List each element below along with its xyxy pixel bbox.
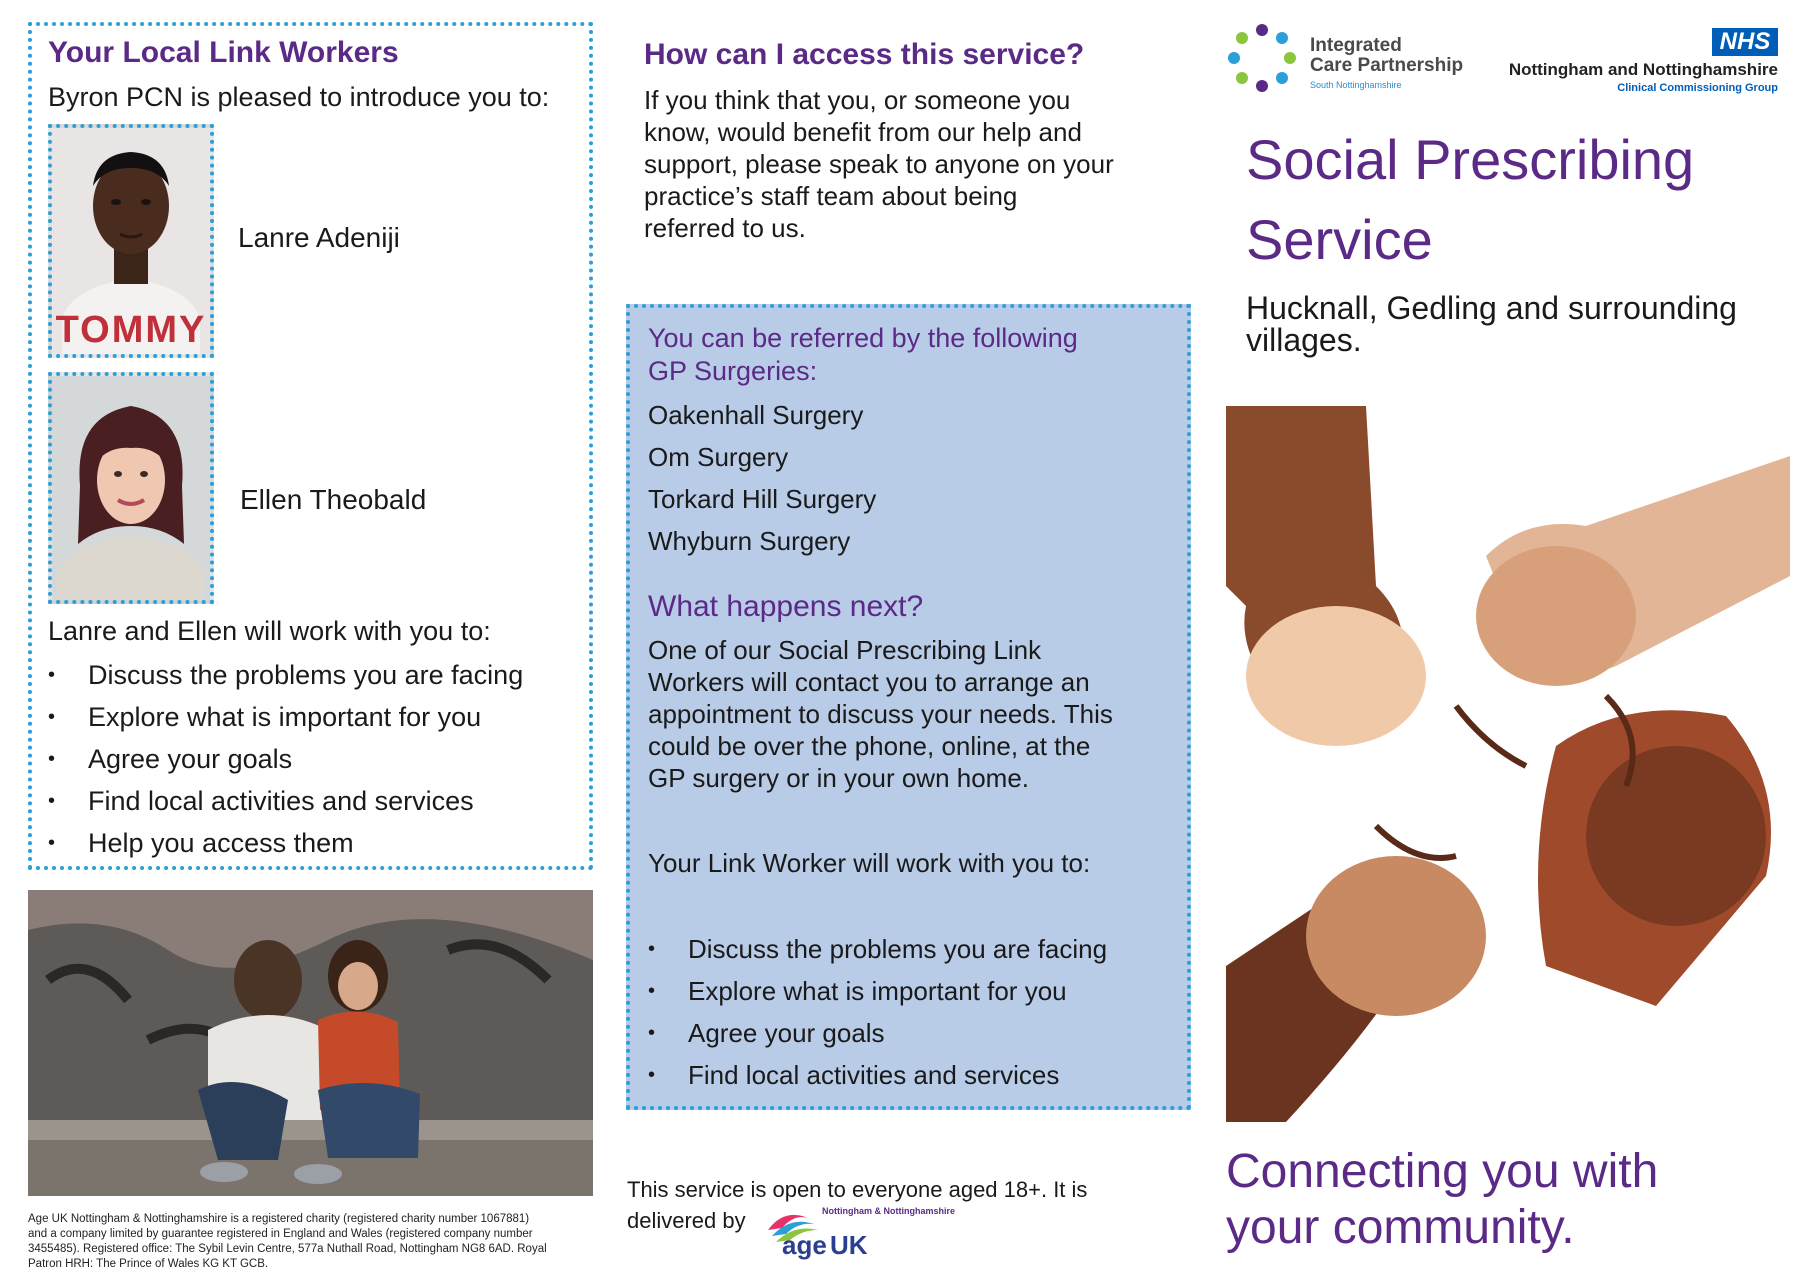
service-area: Hucknall, Gedling and surrounding villages.	[1246, 290, 1737, 358]
linked-hands-illustration	[1226, 406, 1790, 1122]
list-item: • Discuss the problems you are facing	[648, 928, 1168, 970]
legal-notice: Age UK Nottingham & Nottinghamshire is a registered charity (registered charity number 1067881) and a company limited by guarantee registered in England and Wales (registered company number 3455485). Registered office: The Sybil Levin Centre, 577a Nuthall Road, Nottingham NG8 6AD. Royal Patron HRH: The Prince of Wales KG KT GCB.	[28, 1213, 547, 1270]
next-bullet-list	[648, 928, 1168, 1096]
age-uk-swirl-icon	[764, 1202, 955, 1260]
photo-two-friends	[28, 890, 593, 1196]
icp-logo	[1226, 22, 1298, 94]
tagline-line1: Connecting you with	[1226, 1145, 1659, 1198]
list-item: • Discuss the problems you are facing	[48, 654, 578, 696]
list-item: Whyburn Surgery	[648, 526, 851, 556]
icp-name-line1: Integrated	[1310, 35, 1402, 56]
title-line1: Social Prescribing	[1246, 128, 1695, 191]
list-item: Oakenhall Surgery	[648, 400, 864, 430]
worker-name-lanre: Lanre Adeniji	[238, 222, 400, 253]
nhs-org-subtitle: Clinical Commissioning Group	[1617, 82, 1778, 94]
portrait-woman-illustration	[52, 376, 210, 600]
service-open-line1: This service is open to everyone aged 18+. It is	[627, 1177, 1088, 1202]
next-work-intro: Your Link Worker will work with you to:	[648, 848, 1091, 878]
list-item: Torkard Hill Surgery	[648, 484, 877, 514]
list-item: • Help you access them	[48, 822, 578, 864]
icp-name-line2: Care Partnership	[1310, 55, 1464, 76]
age-uk-region-text: Nottingham & Nottinghamshire	[822, 1206, 955, 1216]
portrait-man-illustration	[52, 128, 210, 354]
shirt-logo-text: TOMMY	[55, 309, 207, 351]
age-uk-name-age: age	[782, 1230, 827, 1260]
list-item: • Explore what is important for you	[648, 970, 1168, 1012]
friends-photo-illustration	[28, 890, 593, 1196]
next-body: One of our Social Prescribing Link Workers will contact you to arrange an appointment to discuss your needs. This could be over the phone, online, at the GP surgery or in your own home.	[648, 635, 1113, 793]
nhs-badge: NHS	[1712, 28, 1778, 56]
worker-name-ellen: Ellen Theobald	[240, 484, 427, 515]
page-title	[1246, 120, 1766, 280]
icp-subtitle: South Nottinghamshire	[1310, 80, 1402, 90]
link-workers-intro: Byron PCN is pleased to introduce you to:	[48, 82, 550, 112]
list-item: • Agree your goals	[648, 1012, 1168, 1054]
link-workers-bullet-list	[48, 654, 578, 864]
service-open-line2: delivered by	[627, 1208, 746, 1233]
referral-heading: You can be referred by the following GP Surgeries:	[648, 323, 1078, 386]
icp-name	[1310, 36, 1463, 76]
link-workers-work-intro: Lanre and Ellen will work with you to:	[48, 616, 491, 646]
list-item: • Agree your goals	[48, 738, 578, 780]
tagline-line2: your community.	[1226, 1201, 1575, 1254]
link-workers-heading: Your Local Link Workers	[48, 36, 399, 69]
tagline	[1226, 1144, 1786, 1256]
access-body: If you think that you, or someone you know, would benefit from our help and support, please speak to anyone on your practice’s staff team about being referred to us.	[644, 85, 1114, 243]
photo-ellen-theobald	[48, 372, 214, 604]
list-item: • Find local activities and services	[648, 1054, 1168, 1096]
nhs-org-name: Nottingham and Nottinghamshire	[1508, 60, 1778, 79]
next-heading: What happens next?	[648, 590, 924, 623]
photo-lanre-adeniji	[48, 124, 214, 358]
surgery-list	[648, 394, 876, 562]
list-item: • Explore what is important for you	[48, 696, 578, 738]
list-item: • Find local activities and services	[48, 780, 578, 822]
age-uk-name-uk: UK	[830, 1230, 868, 1260]
icp-ring-icon	[1226, 22, 1298, 94]
age-uk-logo	[764, 1202, 955, 1260]
title-line2: Service	[1246, 208, 1433, 271]
list-item: Om Surgery	[648, 442, 789, 472]
photo-linked-hands	[1226, 406, 1790, 1122]
access-heading: How can I access this service?	[644, 38, 1085, 71]
